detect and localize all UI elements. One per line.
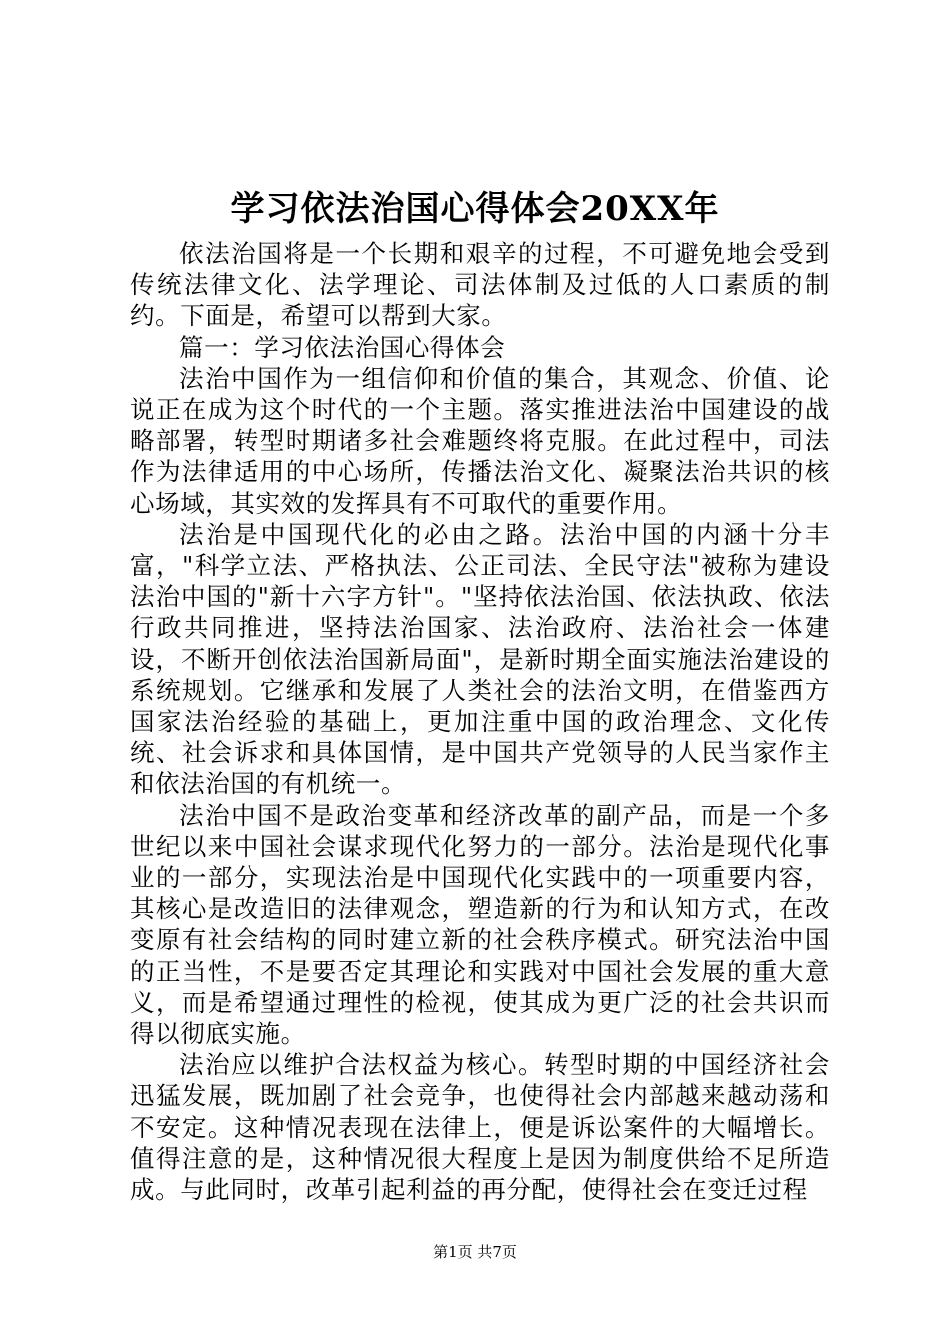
page-number-footer: 第1页 共7页 xyxy=(433,1243,517,1261)
paragraph-intro: 依法治国将是一个长期和艰辛的过程，不可避免地会受到传统法律文化、法学理论、司法体制及过低的人口素质的制约。下面是，希望可以帮到大家。 xyxy=(130,239,830,331)
paragraph: 法治中国不是政治变革和经济改革的副产品，而是一个多世纪以来中国社会谋求现代化努力的一部分。法治是现代化事业的一部分，实现法治是中国现代化实践中的一项重要内容，其核心是改造旧的法律观念，塑造新的行为和认知方式，在改变原有社会结构的同时建立新的社会秩序模式。研究法治中国的正当性，不是要否定其理论和实践对中国社会发展的重大意义，而是希望通过理性的检视，使其成为更广泛的社会共识而得以彻底实施。 xyxy=(130,800,830,1049)
section-heading: 篇一：学习依法治国心得体会 xyxy=(179,332,506,362)
paragraph: 法治是中国现代化的必由之路。法治中国的内涵十分丰富，"科学立法、严格执法、公正司法、全民守法"被称为建设法治中国的"新十六字方针"。"坚持依法治国、依法执政、依法行政共同推进，坚持法治国家、法治政府、法治社会一体建设，不断开创依法治国新局面"，是新时期全面实施法治建设的系统规划。它继承和发展了人类社会的法治文明，在借鉴西方国家法治经验的基础上，更加注重中国的政治理念、文化传统、社会诉求和具体国情，是中国共产党领导的人民当家作主和依法治国的有机统一。 xyxy=(130,519,830,799)
document-title: 学习依法治国心得体会20XX年 xyxy=(230,189,720,229)
document-body xyxy=(130,238,830,1205)
paragraph: 法治中国作为一组信仰和价值的集合，其观念、价值、论说正在成为这个时代的一个主题。落实推进法治中国建设的战略部署，转型时期诸多社会难题终将克服。在此过程中，司法作为法律适用的中心场所，传播法治文化、凝聚法治共识的核心场域，其实效的发挥具有不可取代的重要作用。 xyxy=(130,363,830,518)
paragraph: 法治应以维护合法权益为核心。转型时期的中国经济社会迅猛发展，既加剧了社会竞争，也使得社会内部越来越动荡和不安定。这种情况表现在法律上，便是诉讼案件的大幅增长。值得注意的是，这种情况很大程度上是因为制度供给不足所造成。与此同时，改革引起利益的再分配，使得社会在变迁过程 xyxy=(130,1050,830,1205)
